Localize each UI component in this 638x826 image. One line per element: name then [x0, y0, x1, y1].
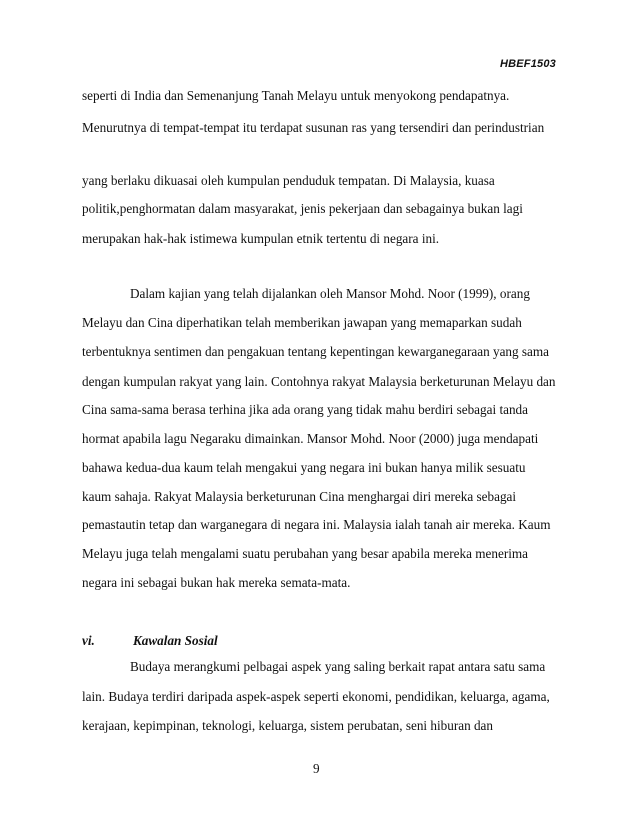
body-text-line: Cina sama-sama berasa terhina jika ada orang yang tidak mahu berdiri sebagai tanda: [82, 402, 528, 417]
page-number: 9: [313, 761, 320, 776]
body-text-line: pemastautin tetap dan warganegara di negara ini. Malaysia ialah tanah air mereka. Kaum: [82, 517, 551, 532]
body-text-line: kerajaan, kepimpinan, teknologi, keluarga, sistem perubatan, seni hiburan dan: [82, 718, 494, 733]
body-text-line: seperti di India dan Semenanjung Tanah Melayu untuk menyokong pendapatnya.: [82, 88, 510, 103]
body-text-line: kaum sahaja. Rakyat Malaysia berketurunan Cina menghargai diri mereka sebagai: [82, 489, 517, 504]
body-text-line: hormat apabila lagu Negaraku dimainkan. Mansor Mohd. Noor (2000) juga mendapati: [82, 431, 539, 446]
body-text-line: dengan kumpulan rakyat yang lain. Contohnya rakyat Malaysia berketurunan Melayu dan: [82, 374, 556, 389]
section-number: vi.: [82, 633, 95, 648]
body-text-line: merupakan hak-hak istimewa kumpulan etnik tertentu di negara ini.: [82, 231, 440, 246]
body-text-line: Menurutnya di tempat-tempat itu terdapat susunan ras yang tersendiri dan perindustrian: [82, 120, 545, 135]
course-code-header: HBEF1503: [499, 58, 556, 70]
body-text-line: Dalam kajian yang telah dijalankan oleh Mansor Mohd. Noor (1999), orang: [130, 286, 530, 301]
body-text-line: yang berlaku dikuasai oleh kumpulan penduduk tempatan. Di Malaysia, kuasa: [82, 173, 495, 188]
body-text-line: Melayu juga telah mengalami suatu perubahan yang besar apabila mereka menerima: [82, 546, 528, 561]
body-text-line: negara ini sebagai bukan hak mereka semata-mata.: [82, 575, 351, 590]
body-text-line: Budaya merangkumi pelbagai aspek yang saling berkait rapat antara satu sama: [130, 659, 546, 674]
body-text-line: politik,penghormatan dalam masyarakat, jenis pekerjaan dan sebagainya bukan lagi: [82, 201, 523, 216]
body-text-line: lain. Budaya terdiri daripada aspek-aspek seperti ekonomi, pendidikan, keluarga, agama,: [82, 689, 550, 704]
body-text-line: terbentuknya sentimen dan pengakuan tentang kepentingan kewarganegaraan yang sama: [82, 344, 549, 359]
body-text-line: bahawa kedua-dua kaum telah mengakui yang negara ini bukan hanya milik sesuatu: [82, 460, 526, 475]
section-heading: Kawalan Sosial: [133, 633, 218, 648]
body-text-line: Melayu dan Cina diperhatikan telah memberikan jawapan yang memaparkan sudah: [82, 315, 522, 330]
